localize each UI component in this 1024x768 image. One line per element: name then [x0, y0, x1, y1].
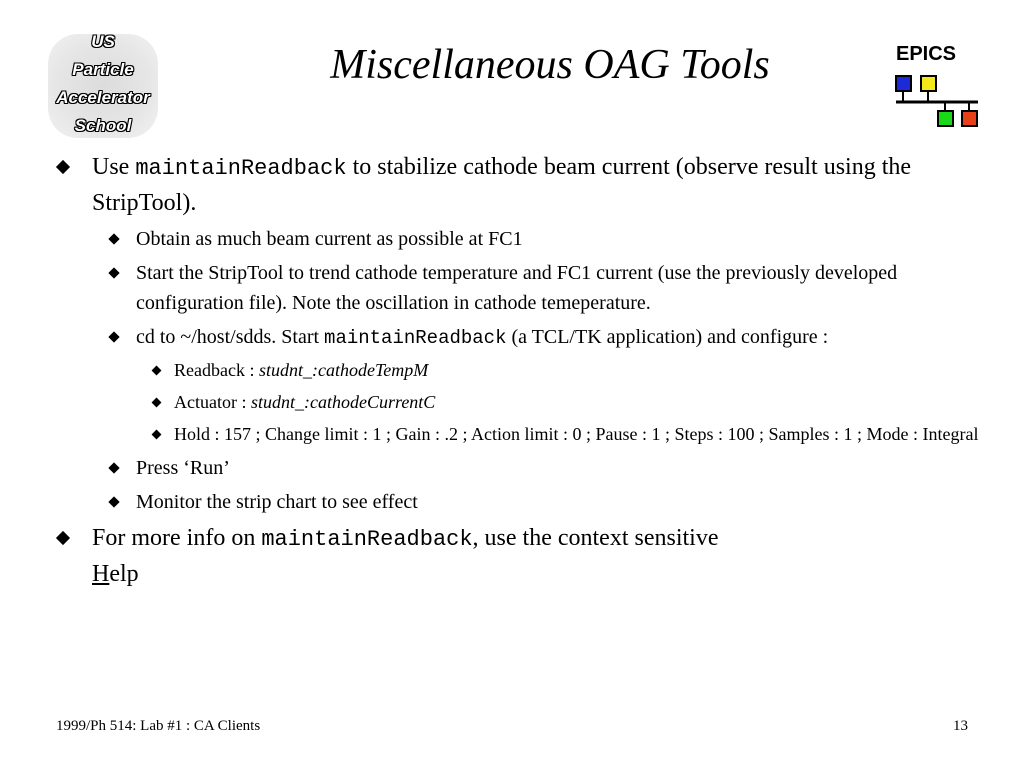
bullet-text: Use [92, 154, 136, 180]
bullet-text: cd to ~/host/sdds. Start [136, 326, 325, 348]
diamond-bullet-icon [152, 398, 162, 408]
bullet-level2 [52, 258, 982, 318]
page-number: 13 [953, 718, 968, 734]
diamond-bullet-icon [152, 366, 162, 376]
bullet-text: , use the context sensitive [472, 525, 719, 551]
bullet-level3 [52, 421, 982, 448]
bullet-text: elp [109, 561, 139, 587]
epics-label: EPICS [896, 43, 957, 65]
epics-yellow-square [921, 76, 936, 91]
bullet-level3 [52, 389, 982, 416]
bullet-text: (a TCL/TK application) and configure : [506, 326, 829, 348]
logo-line-us: US [91, 32, 115, 51]
bullet-text: Start the StripTool to trend cathode temperature and FC1 current (use the previously developed configuration file). Note the oscillation in cathode temeperature. [136, 262, 898, 314]
epics-red-square [962, 111, 977, 126]
diamond-bullet-icon [152, 430, 162, 440]
bullet-text: to stabilize cathode beam current (observe result using the StripTool). [92, 154, 912, 216]
bullet-text: Hold : 157 ; Change limit : 1 ; Gain : .2 ; Action limit : 0 ; Pause : 1 ; Steps : 100 ; Samples : 1 ; Mode : Integral [174, 424, 979, 444]
bullet-label: Actuator : [174, 392, 251, 412]
bullet-level2 [52, 224, 982, 254]
diamond-bullet-icon [108, 496, 119, 507]
uspas-logo [44, 30, 162, 142]
bullet-level2 [52, 487, 982, 517]
diamond-bullet-icon [108, 462, 119, 473]
epics-network-icon [890, 40, 990, 130]
bullet-level2 [52, 453, 982, 483]
bullet-level3 [52, 357, 982, 384]
diamond-bullet-icon [108, 331, 119, 342]
code-text: maintainReadback [135, 156, 347, 181]
footer-course: 1999/Ph 514: Lab #1 : CA Clients [56, 718, 261, 734]
slide-title: Miscellaneous OAG Tools [330, 42, 770, 88]
diamond-bullet-icon [56, 160, 70, 174]
bullet-text: For more info on [92, 525, 262, 551]
bullet-text: Press ‘Run’ [136, 457, 230, 479]
epics-logo [890, 40, 990, 130]
code-text: maintainReadback [324, 327, 507, 349]
diamond-bullet-icon [108, 267, 119, 278]
logo-line-particle: Particle [72, 60, 134, 79]
bullet-level2 [52, 322, 982, 353]
bullet-text: Monitor the strip chart to see effect [136, 491, 418, 513]
code-text: maintainReadback [261, 527, 473, 552]
pv-name: studnt_:cathodeCurrentC [250, 392, 436, 412]
epics-blue-square [896, 76, 911, 91]
epics-green-square [938, 111, 953, 126]
bullet-level1 [52, 150, 982, 220]
logo-line-school: School [74, 116, 132, 135]
bullet-label: Readback : [174, 360, 259, 380]
bullet-level1 [52, 521, 982, 591]
diamond-bullet-icon [56, 531, 70, 545]
help-mnemonic: H [92, 561, 110, 587]
slide-content [52, 150, 982, 595]
diamond-bullet-icon [108, 233, 119, 244]
pv-name: studnt_:cathodeTempM [258, 360, 429, 380]
logo-line-accelerator: Accelerator [56, 88, 150, 107]
bullet-text: Obtain as much beam current as possible at FC1 [136, 228, 523, 250]
